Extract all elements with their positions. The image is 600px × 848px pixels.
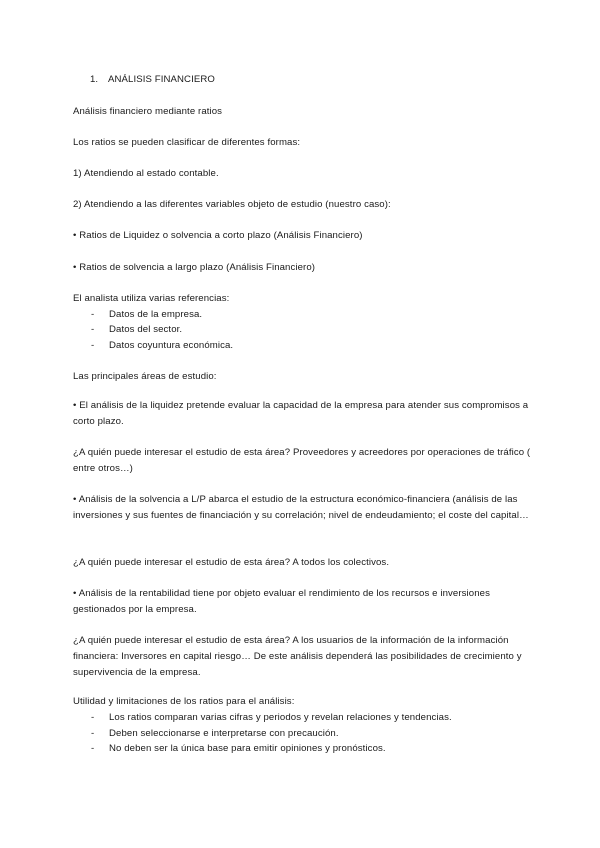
limitation-item <box>91 712 452 723</box>
ratio-bullet: • Ratios de solvencia a largo plazo (Análisis Financiero) <box>73 262 316 273</box>
references-intro: El analista utiliza varias referencias: <box>73 293 230 304</box>
reference-item <box>91 340 233 351</box>
section-heading <box>90 74 215 85</box>
reference-item-text: Datos del sector. <box>109 324 183 335</box>
classification-item: 2) Atendiendo a las diferentes variables objeto de estudio (nuestro caso): <box>73 199 391 210</box>
intro-text: Los ratios se pueden clasificar de diferentes formas: <box>73 137 301 148</box>
limitation-item-text: No deben ser la única base para emitir opiniones y pronósticos. <box>109 743 386 754</box>
dash-marker: - <box>91 309 95 320</box>
reference-item-text: Datos coyuntura económica. <box>109 340 234 351</box>
limitation-item <box>91 728 339 739</box>
areas-intro: Las principales áreas de estudio: <box>73 371 217 382</box>
limitation-item <box>91 743 386 754</box>
profitability-paragraph: • Análisis de la rentabilidad tiene por objeto evaluar el rendimiento de los recursos e inversiones gestionados por la empresa. <box>73 588 490 615</box>
profitability-question: ¿A quién puede interesar el estudio de esta área? A los usuarios de la información de la información financiera: Inversores en capital riesgo… De este análisis dependerá las posibilidades de crecimiento y supervivencia de la empresa. <box>73 635 522 678</box>
reference-item-text: Datos de la empresa. <box>109 309 203 320</box>
dash-marker: - <box>91 728 95 739</box>
reference-item <box>91 324 182 335</box>
limitation-item-text: Deben seleccionarse e interpretarse con precaución. <box>109 728 339 739</box>
dash-marker: - <box>91 340 95 351</box>
ratio-bullet: • Ratios de Liquidez o solvencia a corto plazo (Análisis Financiero) <box>73 230 363 241</box>
reference-item <box>91 309 202 320</box>
liquidity-paragraph: • El análisis de la liquidez pretende evaluar la capacidad de la empresa para atender sus compromisos a corto plazo. <box>73 400 529 427</box>
classification-item: 1) Atendiendo al estado contable. <box>73 168 219 179</box>
subtitle: Análisis financiero mediante ratios <box>73 106 223 117</box>
liquidity-question: ¿A quién puede interesar el estudio de esta área? Proveedores y acreedores por operaciones de tráfico ( entre otros…) <box>73 447 531 474</box>
limitations-intro: Utilidad y limitaciones de los ratios para el análisis: <box>73 696 295 707</box>
solvency-paragraph: • Análisis de la solvencia a L/P abarca el estudio de la estructura económico-financiera (análisis de las inversiones y sus fuentes de financiación y su correlación; nivel de endeudamiento; el coste del capital… <box>73 494 529 521</box>
dash-marker: - <box>91 743 95 754</box>
dash-marker: - <box>91 712 95 723</box>
heading-title: ANÁLISIS FINANCIERO <box>108 74 215 85</box>
solvency-question: ¿A quién puede interesar el estudio de esta área? A todos los colectivos. <box>73 557 390 568</box>
limitation-item-text: Los ratios comparan varias cifras y periodos y revelan relaciones y tendencias. <box>109 712 452 723</box>
dash-marker: - <box>91 324 95 335</box>
heading-number: 1. <box>90 74 99 85</box>
